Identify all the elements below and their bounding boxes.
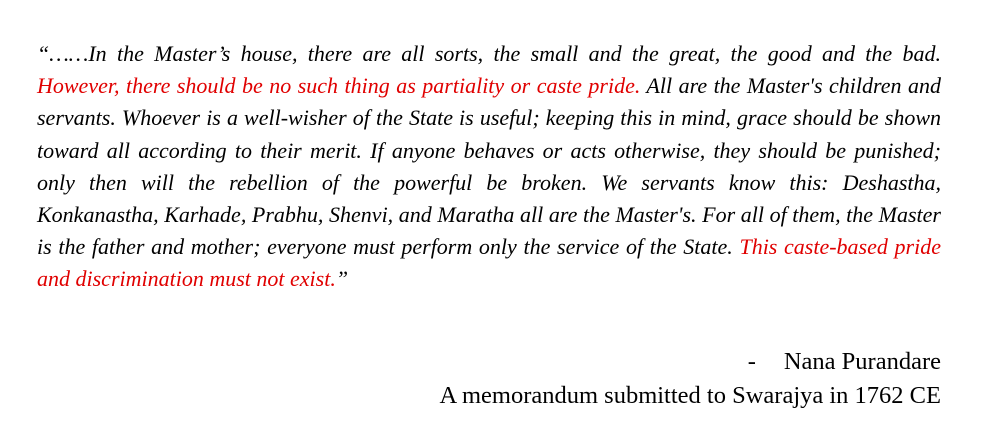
- source-line: A memorandum submitted to Swarajya in 1762 CE: [439, 382, 941, 409]
- quote-highlight: However, there should be no such thing as partiality or caste pride.: [37, 73, 641, 99]
- attribution: [439, 345, 941, 413]
- quote-paragraph: [37, 38, 941, 296]
- attribution-dash: -: [747, 348, 756, 375]
- author-line: [439, 345, 941, 379]
- quote-segment: All are the Master's children and servants. Whoever is a well-wisher of the State is useful; keeping this in mind, grace should be shown toward all according to their merit. If anyone behaves or acts otherwise, they should be punished; only then will the rebellion of the powerful be broken. We servants know this: Deshastha, Konkanastha, Karhade, Prabhu, Shenvi, and Maratha all are the Master's. For all of them, the Master is the father and mother; everyone must perform only the service of the State.: [37, 73, 941, 260]
- quote-highlight: This caste-based pride and discrimination must not exist.: [37, 234, 941, 292]
- author-name: Nana Purandare: [783, 348, 941, 375]
- quote-segment: “……In the Master’s house, there are all sorts, the small and the great, the good and the bad.: [37, 41, 941, 66]
- quote-closing-mark: ”: [335, 266, 349, 292]
